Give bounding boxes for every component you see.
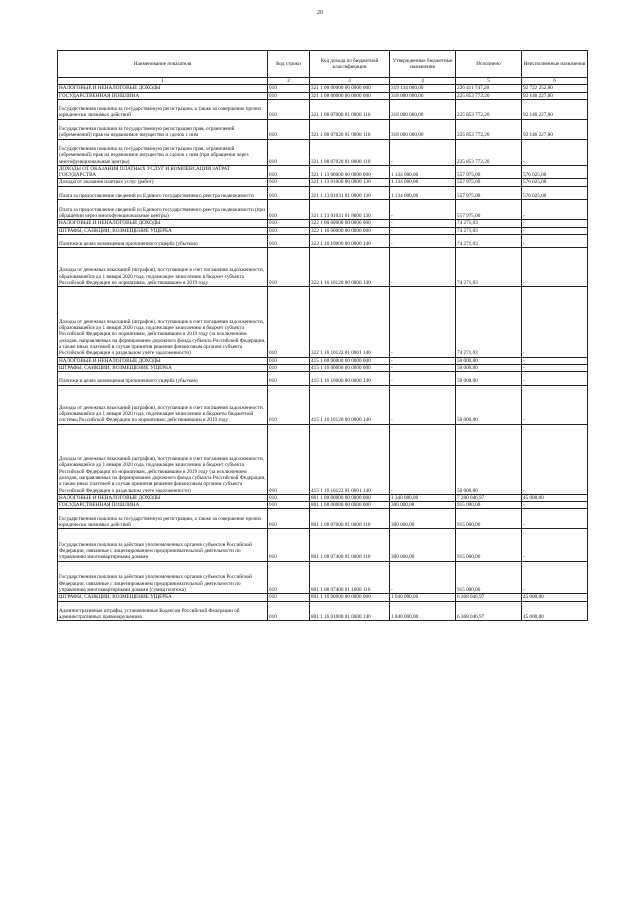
row-name: Доходы от денежных взысканий (штрафов), поступающие в счет погашения задолженности, образовавшейся до 1 января 2020 года, подлежащие зачислению в бюджеты бюджетной системы Российской Федерации по нормативам, действовавшим в 2019 году <box>58 385 268 424</box>
row-approved: - <box>390 561 456 594</box>
row-executed: 50 000,00 <box>456 424 522 494</box>
row-name: ШТРАФЫ, САНКЦИИ, ВОЗМЕЩЕНИЕ УЩЕРБА <box>58 227 268 234</box>
row-budget-code: 801 1 08 07000 01 0000 110 <box>310 509 390 529</box>
row-budget-code: 322 1 16 10000 00 0000 140 <box>310 234 390 248</box>
row-executed: 557 975,00 <box>456 200 522 220</box>
row-budget-code: 415 1 16 10120 00 0000 140 <box>310 385 390 424</box>
row-budget-code: 801 1 00 00000 00 0000 000 <box>310 494 390 501</box>
row-line-code: 010 <box>268 220 310 227</box>
row-remaining: - <box>522 509 588 529</box>
header-remaining: Неисполненные назначения <box>522 51 588 78</box>
header-indicator-name: Наименование показателя <box>58 51 268 78</box>
row-executed: 225 853 772,20 <box>456 139 522 165</box>
row-name: Государственная пошлина за государственную регистрацию прав, ограничений (обременений) прав на недвижимое имущество и сделок с ним (при обращении через многофункциональные центры) <box>58 139 268 165</box>
row-remaining: - <box>522 139 588 165</box>
row-executed: 225 853 772,20 <box>456 99 522 119</box>
table-row <box>58 364 588 371</box>
row-approved: - <box>390 234 456 248</box>
row-line-code: 010 <box>268 424 310 494</box>
row-line-code: 010 <box>268 92 310 99</box>
row-approved: 318 000 000,00 <box>390 119 456 139</box>
row-remaining: - <box>522 385 588 424</box>
row-approved: - <box>390 385 456 424</box>
row-line-code: 010 <box>268 165 310 179</box>
row-line-code: 010 <box>268 139 310 165</box>
page-number: 20 <box>317 10 323 16</box>
row-name: Платежи в целях возмещения причиненного ущерба (убытков) <box>58 234 268 248</box>
row-executed: 50 000,00 <box>456 372 522 386</box>
row-approved: 1 340 000,00 <box>390 494 456 501</box>
row-remaining: - <box>522 234 588 248</box>
column-number: 2 <box>268 78 310 85</box>
row-budget-code: 322 1 16 00000 00 0000 000 <box>310 227 390 234</box>
row-executed: 7 280 046,97 <box>456 494 522 501</box>
row-remaining: 92 146 227,80 <box>522 92 588 99</box>
row-executed: 6 368 046,97 <box>456 601 522 621</box>
row-approved: 318 000 000,00 <box>390 99 456 119</box>
row-name: Государственная пошлина за государственную регистрацию прав, ограничений (обременений) прав на недвижимое имущество и сделок с ним <box>58 119 268 139</box>
row-budget-code: 321 1 13 01031 01 8000 130 <box>310 200 390 220</box>
row-executed: 225 853 772,20 <box>456 92 522 99</box>
table-row <box>58 139 588 165</box>
row-executed: 50 000,00 <box>456 385 522 424</box>
row-line-code: 010 <box>268 186 310 200</box>
row-executed: 6 368 046,97 <box>456 594 522 601</box>
row-line-code: 010 <box>268 385 310 424</box>
row-line-code: 010 <box>268 179 310 186</box>
row-name: ДОХОДЫ ОТ ОКАЗАНИЯ ПЛАТНЫХ УСЛУГ И КОМПЕНСАЦИИ ЗАТРАТ ГОСУДАРСТВА <box>58 165 268 179</box>
row-remaining: - <box>522 561 588 594</box>
table-row <box>58 165 588 179</box>
row-approved: 1 134 000,00 <box>390 186 456 200</box>
row-line-code: 010 <box>268 357 310 364</box>
row-remaining: 92 146 227,80 <box>522 99 588 119</box>
revenue-table <box>57 50 588 621</box>
row-remaining: - <box>522 364 588 371</box>
table-row <box>58 85 588 92</box>
row-budget-code: 321 1 08 07020 01 0000 110 <box>310 119 390 139</box>
row-approved: 300 000,00 <box>390 529 456 562</box>
row-line-code: 010 <box>268 119 310 139</box>
row-approved: - <box>390 287 456 357</box>
row-name: НАЛОГОВЫЕ И НЕНАЛОГОВЫЕ ДОХОДЫ <box>58 220 268 227</box>
row-name: НАЛОГОВЫЕ И НЕНАЛОГОВЫЕ ДОХОДЫ <box>58 494 268 501</box>
header-approved: Утвержденные бюджетные назначения <box>390 51 456 78</box>
table-row <box>58 119 588 139</box>
row-name: Доходы от денежных взысканий (штрафов), поступающие в счет погашения задолженности, образовавшейся до 1 января 2020 года, подлежащие зачислению в бюджет субъекта Российской Федерации по нормативам, действовавшим в 2019 году <box>58 248 268 287</box>
row-budget-code: 415 1 16 10000 00 0000 140 <box>310 372 390 386</box>
row-executed: 74 271,03 <box>456 234 522 248</box>
row-executed: 74 271,03 <box>456 220 522 227</box>
row-remaining: 576 025,00 <box>522 186 588 200</box>
row-line-code: 010 <box>268 287 310 357</box>
table-row <box>58 561 588 594</box>
row-executed: 915 000,00 <box>456 529 522 562</box>
table-row <box>58 357 588 364</box>
table-row <box>58 200 588 220</box>
row-budget-code: 801 1 16 01000 01 0000 140 <box>310 601 390 621</box>
table-row <box>58 287 588 357</box>
row-budget-code: 321 1 13 00000 00 0000 000 <box>310 165 390 179</box>
row-remaining: 576 025,00 <box>522 165 588 179</box>
row-executed: 50 000,00 <box>456 357 522 364</box>
table-row <box>58 385 588 424</box>
row-approved: 318 000 000,00 <box>390 92 456 99</box>
row-line-code: 010 <box>268 509 310 529</box>
row-name: НАЛОГОВЫЕ И НЕНАЛОГОВЫЕ ДОХОДЫ <box>58 357 268 364</box>
row-executed: 74 271,03 <box>456 227 522 234</box>
row-approved: - <box>390 248 456 287</box>
row-line-code: 010 <box>268 594 310 601</box>
row-approved: 1 040 000,00 <box>390 594 456 601</box>
row-executed: 225 853 772,20 <box>456 119 522 139</box>
row-line-code: 010 <box>268 502 310 509</box>
row-name: Государственная пошлина за действия уполномоченных органов субъектов Российской Федерации, связанные с лицензированием предпринимательской деятельности по управлению многоквартирными домами (сумма платежа) <box>58 561 268 594</box>
row-budget-code: 321 1 00 00000 00 0000 000 <box>310 85 390 92</box>
column-number-row <box>58 78 588 85</box>
row-remaining: 92 146 227,80 <box>522 119 588 139</box>
row-budget-code: 321 1 13 01031 01 0000 130 <box>310 186 390 200</box>
row-remaining: 92 722 252,80 <box>522 85 588 92</box>
column-number: 3 <box>310 78 390 85</box>
row-name: Доходы от денежных взысканий (штрафов), поступающие в счет погашения задолженности, образовавшейся до 1 января 2020 года, подлежащие зачислению в бюджет субъекта Российской Федерации по нормативам, действовавшим в 2019 году (за исключением доходов, направляемых на формирование дорожного фонда субъекта Российской Федерации, а также иных платежей в случае принятия решения финансовым органом субъекта Российской Федерации о раздельном учете задолженности) <box>58 287 268 357</box>
row-name: ГОСУДАРСТВЕННАЯ ПОШЛИНА <box>58 92 268 99</box>
table-row <box>58 502 588 509</box>
row-executed: 74 271,03 <box>456 248 522 287</box>
row-line-code: 010 <box>268 494 310 501</box>
row-executed: 226 411 747,20 <box>456 85 522 92</box>
row-remaining: - <box>522 220 588 227</box>
table-row <box>58 529 588 562</box>
row-name: ШТРАФЫ, САНКЦИИ, ВОЗМЕЩЕНИЕ УЩЕРБА <box>58 594 268 601</box>
row-name: Доходы от оказания платных услуг (работ) <box>58 179 268 186</box>
row-name: Доходы от денежных взысканий (штрафов), поступающие в счет погашения задолженности, образовавшейся до 1 января 2020 года, подлежащие зачислению в бюджет субъекта Российской Федерации по нормативам, действовавшим в 2019 году (за исключением доходов, направляемых на формирование дорожного фонда субъекта Российской Федерации, а также иных платежей в случае принятия решения финансовым органом субъекта Российской Федерации о раздельном учете задолженности) <box>58 424 268 494</box>
table-row <box>58 220 588 227</box>
row-budget-code: 415 1 00 00000 00 0000 000 <box>310 357 390 364</box>
header-row <box>58 51 588 78</box>
row-remaining: - <box>522 200 588 220</box>
row-name: Плата за предоставление сведений из Единого государственного реестра недвижимости <box>58 186 268 200</box>
row-budget-code: 801 1 16 00000 00 0000 000 <box>310 594 390 601</box>
row-remaining: 45 000,00 <box>522 594 588 601</box>
header-budget-code: Код дохода по бюджетной классификации <box>310 51 390 78</box>
row-executed: 915 000,00 <box>456 509 522 529</box>
row-remaining: - <box>522 248 588 287</box>
row-budget-code: 415 1 16 10122 01 0001 140 <box>310 424 390 494</box>
table-row <box>58 248 588 287</box>
row-budget-code: 801 1 08 07400 01 1000 110 <box>310 561 390 594</box>
row-remaining: - <box>522 287 588 357</box>
table-row <box>58 424 588 494</box>
row-line-code: 010 <box>268 227 310 234</box>
row-executed: 74 271,03 <box>456 287 522 357</box>
row-approved: 319 134 000,00 <box>390 85 456 92</box>
row-approved: - <box>390 227 456 234</box>
table-row <box>58 92 588 99</box>
row-name: Государственная пошлина за действия уполномоченных органов субъектов Российской Федерации, связанные с лицензированием предпринимательской деятельности по управлению многоквартирными домами <box>58 529 268 562</box>
header-line-code: Код строки <box>268 51 310 78</box>
table-row <box>58 186 588 200</box>
table-row <box>58 494 588 501</box>
row-remaining: - <box>522 227 588 234</box>
row-line-code: 010 <box>268 561 310 594</box>
table-row <box>58 594 588 601</box>
column-number: 1 <box>58 78 268 85</box>
row-budget-code: 415 1 16 00000 00 0000 000 <box>310 364 390 371</box>
row-approved: 300 000,00 <box>390 509 456 529</box>
row-name: Государственная пошлина за государственную регистрацию, а также за совершение прочих юридически значимых действий <box>58 509 268 529</box>
table-row <box>58 234 588 248</box>
row-approved: - <box>390 139 456 165</box>
table-row <box>58 179 588 186</box>
row-line-code: 010 <box>268 200 310 220</box>
row-approved: - <box>390 424 456 494</box>
row-remaining: 45 000,00 <box>522 601 588 621</box>
row-remaining: - <box>522 372 588 386</box>
row-line-code: 010 <box>268 234 310 248</box>
row-approved: - <box>390 200 456 220</box>
row-remaining: 576 025,00 <box>522 179 588 186</box>
row-remaining: - <box>522 424 588 494</box>
row-budget-code: 322 1 16 10120 00 0000 140 <box>310 248 390 287</box>
row-line-code: 010 <box>268 364 310 371</box>
row-budget-code: 801 1 08 00000 00 0000 000 <box>310 502 390 509</box>
row-name: ШТРАФЫ, САНКЦИИ, ВОЗМЕЩЕНИЕ УЩЕРБА <box>58 364 268 371</box>
row-approved: - <box>390 364 456 371</box>
row-remaining: - <box>522 357 588 364</box>
table-body <box>58 85 588 621</box>
row-executed: 915 000,00 <box>456 561 522 594</box>
row-remaining: - <box>522 529 588 562</box>
row-remaining: 45 000,00 <box>522 494 588 501</box>
row-line-code: 010 <box>268 372 310 386</box>
row-budget-code: 321 1 08 07000 01 0000 110 <box>310 99 390 119</box>
row-line-code: 010 <box>268 85 310 92</box>
row-name: НАЛОГОВЫЕ И НЕНАЛОГОВЫЕ ДОХОДЫ <box>58 85 268 92</box>
row-executed: 557 975,00 <box>456 179 522 186</box>
row-name: Платежи в целях возмещения причиненного ущерба (убытков) <box>58 372 268 386</box>
row-executed: 557 975,00 <box>456 165 522 179</box>
row-line-code: 010 <box>268 99 310 119</box>
row-approved: 1 040 000,00 <box>390 601 456 621</box>
table-row <box>58 509 588 529</box>
row-budget-code: 322 1 00 00000 00 0000 000 <box>310 220 390 227</box>
row-line-code: 010 <box>268 529 310 562</box>
row-approved: 1 134 000,00 <box>390 179 456 186</box>
row-budget-code: 322 1 16 10122 01 0001 140 <box>310 287 390 357</box>
row-budget-code: 321 1 08 00000 00 0000 000 <box>310 92 390 99</box>
column-number: 4 <box>390 78 456 85</box>
row-name: Административные штрафы, установленные Кодексом Российской Федерации об административных правонарушениях <box>58 601 268 621</box>
table-row <box>58 227 588 234</box>
table-row <box>58 372 588 386</box>
row-line-code: 010 <box>268 601 310 621</box>
row-approved: - <box>390 372 456 386</box>
row-approved: 1 134 000,00 <box>390 165 456 179</box>
column-number: 5 <box>456 78 522 85</box>
table-row <box>58 99 588 119</box>
row-remaining: - <box>522 502 588 509</box>
row-executed: 50 000,00 <box>456 364 522 371</box>
row-executed: 915 000,00 <box>456 502 522 509</box>
table-row <box>58 601 588 621</box>
row-name: Государственная пошлина за государственную регистрацию, а также за совершение прочих юридически значимых действий <box>58 99 268 119</box>
row-budget-code: 801 1 08 07400 01 0000 110 <box>310 529 390 562</box>
row-approved: - <box>390 357 456 364</box>
row-name: ГОСУДАРСТВЕННАЯ ПОШЛИНА <box>58 502 268 509</box>
row-approved: - <box>390 220 456 227</box>
column-number: 6 <box>522 78 588 85</box>
row-name: Плата за предоставление сведений из Единого государственного реестра недвижимости (при обращении через многофункциональные центры) <box>58 200 268 220</box>
row-line-code: 010 <box>268 248 310 287</box>
row-budget-code: 321 1 13 01000 00 0000 130 <box>310 179 390 186</box>
header-executed: Исполнено <box>456 51 522 78</box>
row-executed: 557 975,00 <box>456 186 522 200</box>
row-approved: 300 000,00 <box>390 502 456 509</box>
row-budget-code: 321 1 08 07020 01 8000 110 <box>310 139 390 165</box>
